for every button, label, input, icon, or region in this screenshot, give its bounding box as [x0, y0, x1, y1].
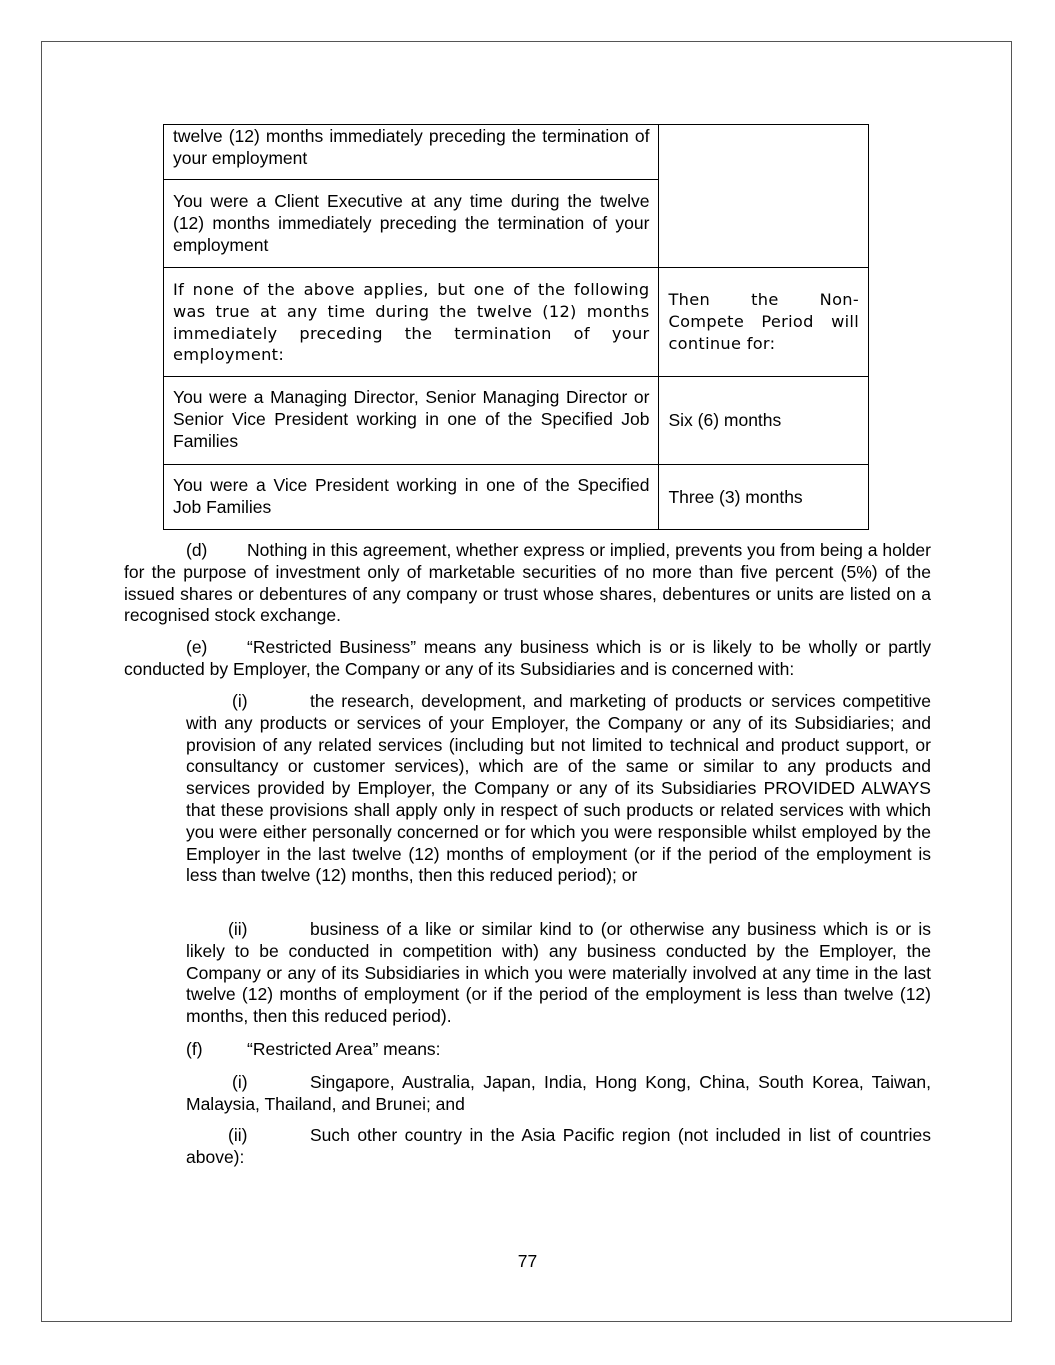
- non-compete-period-table: [163, 124, 869, 530]
- clause-f-ii: [186, 1125, 931, 1169]
- table-cell: [164, 377, 659, 465]
- clause-f-i-text: Singapore, Australia, Japan, India, Hong Kong, China, South Korea, Taiwan, Malaysia, Thailand, and Brunei; and: [186, 1072, 931, 1114]
- table-cell-text: Three (3) months: [668, 487, 803, 508]
- clause-d-label: (d): [186, 540, 208, 560]
- table-cell-text: You were a Client Executive at any time during the twelve (12) months immediately preceding the termination of your employment: [173, 191, 650, 255]
- clause-d: [124, 540, 931, 627]
- table-cell-text: You were a Managing Director, Senior Managing Director or Senior Vice President working in one of the Specified Job Families: [173, 387, 650, 451]
- clause-e-ii-label: (ii): [228, 919, 248, 939]
- clause-f-ii-label: (ii): [228, 1125, 248, 1145]
- table-row: [164, 268, 869, 377]
- table-cell: [164, 125, 659, 180]
- page-number: 77: [517, 1251, 538, 1271]
- table-cell: [659, 377, 869, 465]
- clause-e-i-label: (i): [232, 691, 248, 711]
- table-cell: [164, 465, 659, 530]
- clause-e-text: “Restricted Business” means any business which is or is likely to be wholly or partly conducted by Employer, the Company or any of its Subsidiaries and is concerned with:: [124, 637, 931, 679]
- clause-f-label: (f): [186, 1039, 203, 1059]
- clause-f-i-label: (i): [232, 1072, 248, 1092]
- clause-f: [186, 1039, 931, 1061]
- table-cell: [659, 268, 869, 377]
- table-cell: [164, 180, 659, 268]
- clause-d-text: Nothing in this agreement, whether express or implied, prevents you from being a holder for the purpose of investment only of marketable securities of no more than five percent (5%) of the issued shares or debentures of any company or trust whose shares, debentures or units are listed on a recognised stock exchange.: [124, 540, 931, 626]
- table-cell-text: Then the Non-Compete Period will continue for:: [668, 290, 859, 353]
- table-cell-text: You were a Vice President working in one of the Specified Job Families: [173, 475, 650, 517]
- clause-e-label: (e): [186, 637, 208, 657]
- table-cell: [659, 125, 869, 268]
- clause-e-i-text: the research, development, and marketing of products or services competitive with any products or services of your Employer, the Company or any of its Subsidiaries; and provision of any related services (including but not limited to technical and product support, or consultancy or customer services), which are of the same or similar to any products and services provided by Employer, the Company or any of its Subsidiaries PROVIDED ALWAYS that these provisions shall apply only in respect of such products or related services with which you were either personally concerned or for which you were responsible whilst employed by the Employer in the last twelve (12) months of employment (or if the period of the employment is less than twelve (12) months, then this reduced period); or: [186, 691, 931, 886]
- table-cell-text: twelve (12) months immediately preceding the termination of your employment: [173, 126, 650, 168]
- clause-e: [124, 637, 931, 681]
- table-cell: [164, 268, 659, 377]
- table-row: [164, 465, 869, 530]
- clause-e-i: [186, 691, 931, 887]
- clause-f-text: “Restricted Area” means:: [247, 1039, 441, 1059]
- table-cell-text: If none of the above applies, but one of the following was true at any time during the twelve (12) months immediately preceding the termination of your employment:: [173, 280, 650, 365]
- table-cell: [659, 465, 869, 530]
- table-cell-text: Six (6) months: [668, 409, 782, 430]
- clause-f-i: [186, 1072, 931, 1116]
- clause-e-ii: [186, 919, 931, 1028]
- clause-f-ii-text: Such other country in the Asia Pacific region (not included in list of countries above):: [186, 1125, 931, 1167]
- table-row: [164, 125, 869, 180]
- table-row: [164, 377, 869, 465]
- clause-e-ii-text: business of a like or similar kind to (or otherwise any business which is or is likely to be conducted in competition with) any business conducted by the Employer, the Company or any of its Subsidiaries in which you were materially involved at any time in the last twelve (12) months of employment (or if the period of the employment is less than twelve (12) months, then this reduced period).: [186, 919, 931, 1027]
